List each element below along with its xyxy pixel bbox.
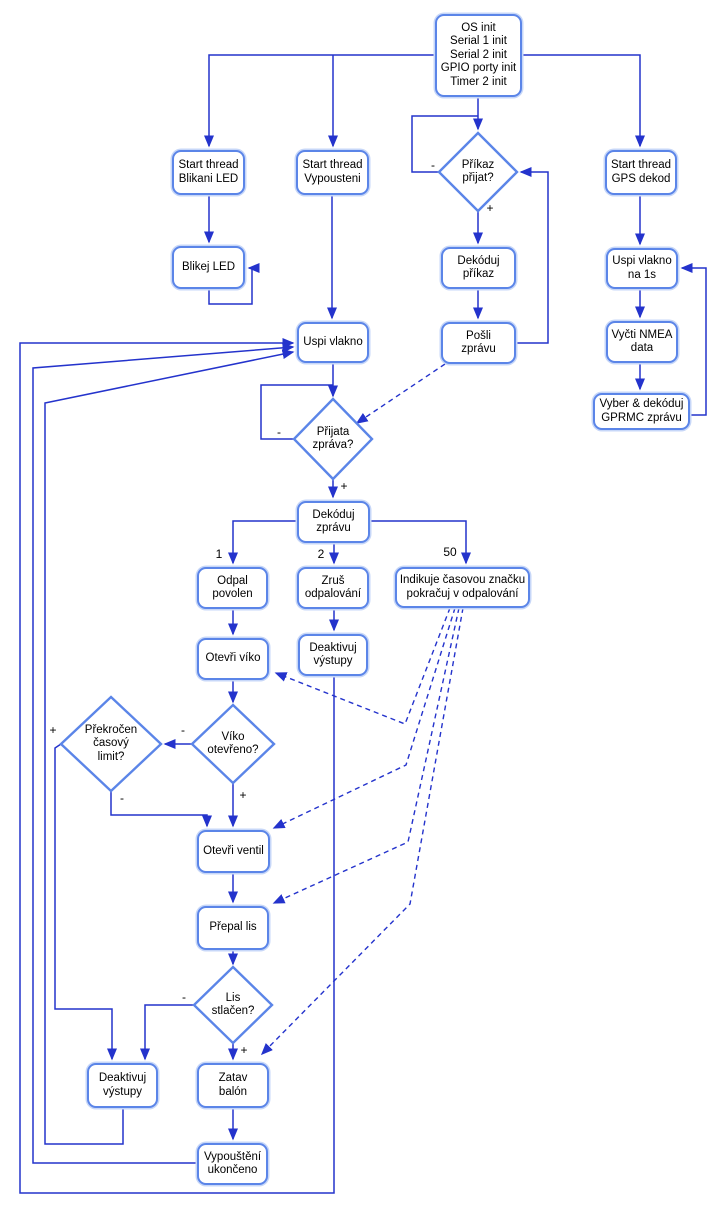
decision-shapes — [61, 133, 517, 1043]
node-odpal-povolen-line-0: Odpal — [217, 574, 248, 587]
node-prikaz-prijat-line-0: Příkaz — [461, 158, 495, 171]
node-lis-stlacen-line-0: Lis — [225, 991, 241, 1004]
edge-label-3-+: + — [340, 479, 348, 493]
node-prikaz-prijat-line-1: přijat? — [462, 172, 494, 184]
node-dekoduj-zpravu-line-1: zprávu — [316, 522, 351, 534]
node-viko-otevreno-line-1: otevřeno? — [207, 744, 259, 756]
edge-indikuje-to-ventil-dashed — [274, 608, 455, 828]
node-os-init-line-1: Serial 1 init — [450, 35, 507, 48]
node-dekoduj-prikaz-line-1: příkaz — [462, 268, 495, 280]
edge-deaktivuj1-loop-to-uspi — [20, 343, 334, 1193]
node-os-init-line-3: GPIO porty init — [440, 62, 517, 75]
node-vyber-gprmc-line-1: GPRMC zprávu — [601, 411, 682, 424]
node-shape-viko-otevreno — [192, 705, 274, 783]
node-deaktivuj-vystupy-2-line-0: Deaktivuj — [98, 1072, 147, 1084]
node-shape-prikaz-prijat — [439, 133, 517, 211]
edge-dekoduj-1-odpal — [233, 521, 297, 563]
node-deaktivuj-vystupy-1-line-0: Deaktivuj — [309, 641, 357, 654]
node-zrus-odpalovani-line-1: odpalování — [304, 588, 362, 600]
edge-label-8-+: + — [49, 723, 57, 737]
node-uspi-vlakno-1s-line-0: Uspi vlakno — [612, 255, 672, 267]
node-start-thread-blikani-line-0: Start thread — [178, 159, 239, 171]
node-otevri-viko-line-0: Otevři víko — [205, 652, 261, 665]
node-odpal-povolen-line-1: povolen — [212, 588, 253, 600]
node-start-thread-vypousteni-line-1: Vypousteni — [304, 172, 361, 185]
edge-lis-minus — [145, 1005, 194, 1059]
edge-label-7--: - — [181, 723, 185, 737]
node-dekoduj-zpravu-line-0: Dekóduj — [312, 508, 355, 521]
edge-label-12-+: + — [240, 1043, 248, 1057]
node-vyber-gprmc-line-0: Vyber & dekóduj — [599, 398, 684, 410]
edge-label-10-+: + — [239, 788, 247, 802]
node-zatav-balon-line-0: Zatav — [218, 1072, 248, 1084]
node-indikuje-znacku-line-1: pokračuj v odpalování — [406, 587, 519, 600]
node-prijata-zprava-line-1: zpráva? — [312, 439, 354, 451]
node-start-thread-vypousteni-line-0: Start thread — [302, 159, 363, 171]
node-uspi-vlakno-line-0: Uspi vlakno — [303, 335, 363, 348]
node-prijata-zprava-line-0: Přijata — [316, 425, 350, 438]
node-os-init-line-0: OS init — [461, 21, 496, 34]
node-prekrocen-limit-line-2: limit? — [97, 750, 125, 763]
edge-label-2--: - — [277, 425, 281, 439]
node-prepal-lis-line-0: Přepal lis — [209, 921, 257, 934]
edge-label-0--: - — [431, 158, 435, 172]
node-uspi-vlakno-1s-line-1: na 1s — [627, 268, 657, 281]
node-indikuje-znacku-line-0: Indikuje časovou značku — [399, 574, 526, 586]
node-vypousteni-ukonceno-line-1: ukončeno — [207, 1164, 258, 1176]
node-deaktivuj-vystupy-1-line-1: výstupy — [313, 655, 353, 667]
node-dekoduj-prikaz-line-0: Dekóduj — [457, 254, 500, 267]
node-lis-stlacen-line-1: stlačen? — [211, 1005, 255, 1017]
node-os-init-line-2: Serial 2 init — [450, 48, 507, 61]
edge-posli-to-prikaz-prijat — [517, 172, 548, 343]
node-vypousteni-ukonceno-line-0: Vypouštění — [203, 1150, 262, 1163]
edge-posli-to-prijata-dashed — [357, 364, 445, 423]
node-deaktivuj-vystupy-2-line-1: výstupy — [103, 1085, 142, 1098]
node-vycti-nmea-line-0: Vyčti NMEA — [611, 328, 673, 341]
edge-label-5-2: 2 — [317, 547, 325, 561]
node-start-thread-gps-line-1: GPS dekod — [611, 172, 671, 185]
edge-prekrocen-plus — [55, 744, 112, 1059]
node-viko-otevreno-line-0: Víko — [221, 730, 245, 743]
node-start-thread-gps-line-0: Start thread — [610, 159, 672, 171]
node-shape-prijata-zprava — [294, 399, 372, 479]
node-otevri-ventil-line-0: Otevři ventil — [203, 844, 264, 857]
node-prekrocen-limit-line-1: časový — [93, 737, 129, 750]
node-os-init-line-4: Timer 2 init — [450, 75, 507, 88]
node-blikej-led-line-0: Blikej LED — [181, 260, 236, 273]
edge-prekrocen-minus — [111, 791, 207, 826]
edge-dekoduj-50-indikuje — [370, 521, 466, 563]
edge-label-6-50: 50 — [443, 545, 457, 559]
edge-label-1-+: + — [486, 201, 494, 215]
edge-blikej-self-loop — [209, 268, 252, 304]
node-start-thread-blikani-line-1: Blikani LED — [178, 172, 239, 185]
node-shape-prekrocen-limit — [61, 697, 161, 791]
node-shape-lis-stlacen — [194, 967, 272, 1043]
edge-indikuje-to-prepal-dashed — [274, 608, 459, 903]
edge-label-11--: - — [182, 990, 186, 1004]
node-vycti-nmea-line-1: data — [630, 342, 654, 354]
edge-label-9--: - — [120, 791, 124, 805]
node-prekrocen-limit-line-0: Překročen — [84, 723, 138, 736]
node-posli-zpravu-line-0: Pošli — [466, 329, 491, 342]
edge-os-to-gps — [522, 55, 640, 146]
node-zatav-balon-line-1: balón — [218, 1085, 248, 1098]
node-zrus-odpalovani-line-0: Zruš — [321, 574, 345, 587]
edge-gprmc-loop-to-uspi1s — [682, 268, 706, 415]
edge-indikuje-to-zatav-dashed — [262, 608, 463, 1054]
node-posli-zpravu-line-1: zprávu — [461, 343, 496, 355]
edge-label-4-1: 1 — [215, 547, 223, 561]
edge-os-to-blikani — [209, 55, 437, 146]
